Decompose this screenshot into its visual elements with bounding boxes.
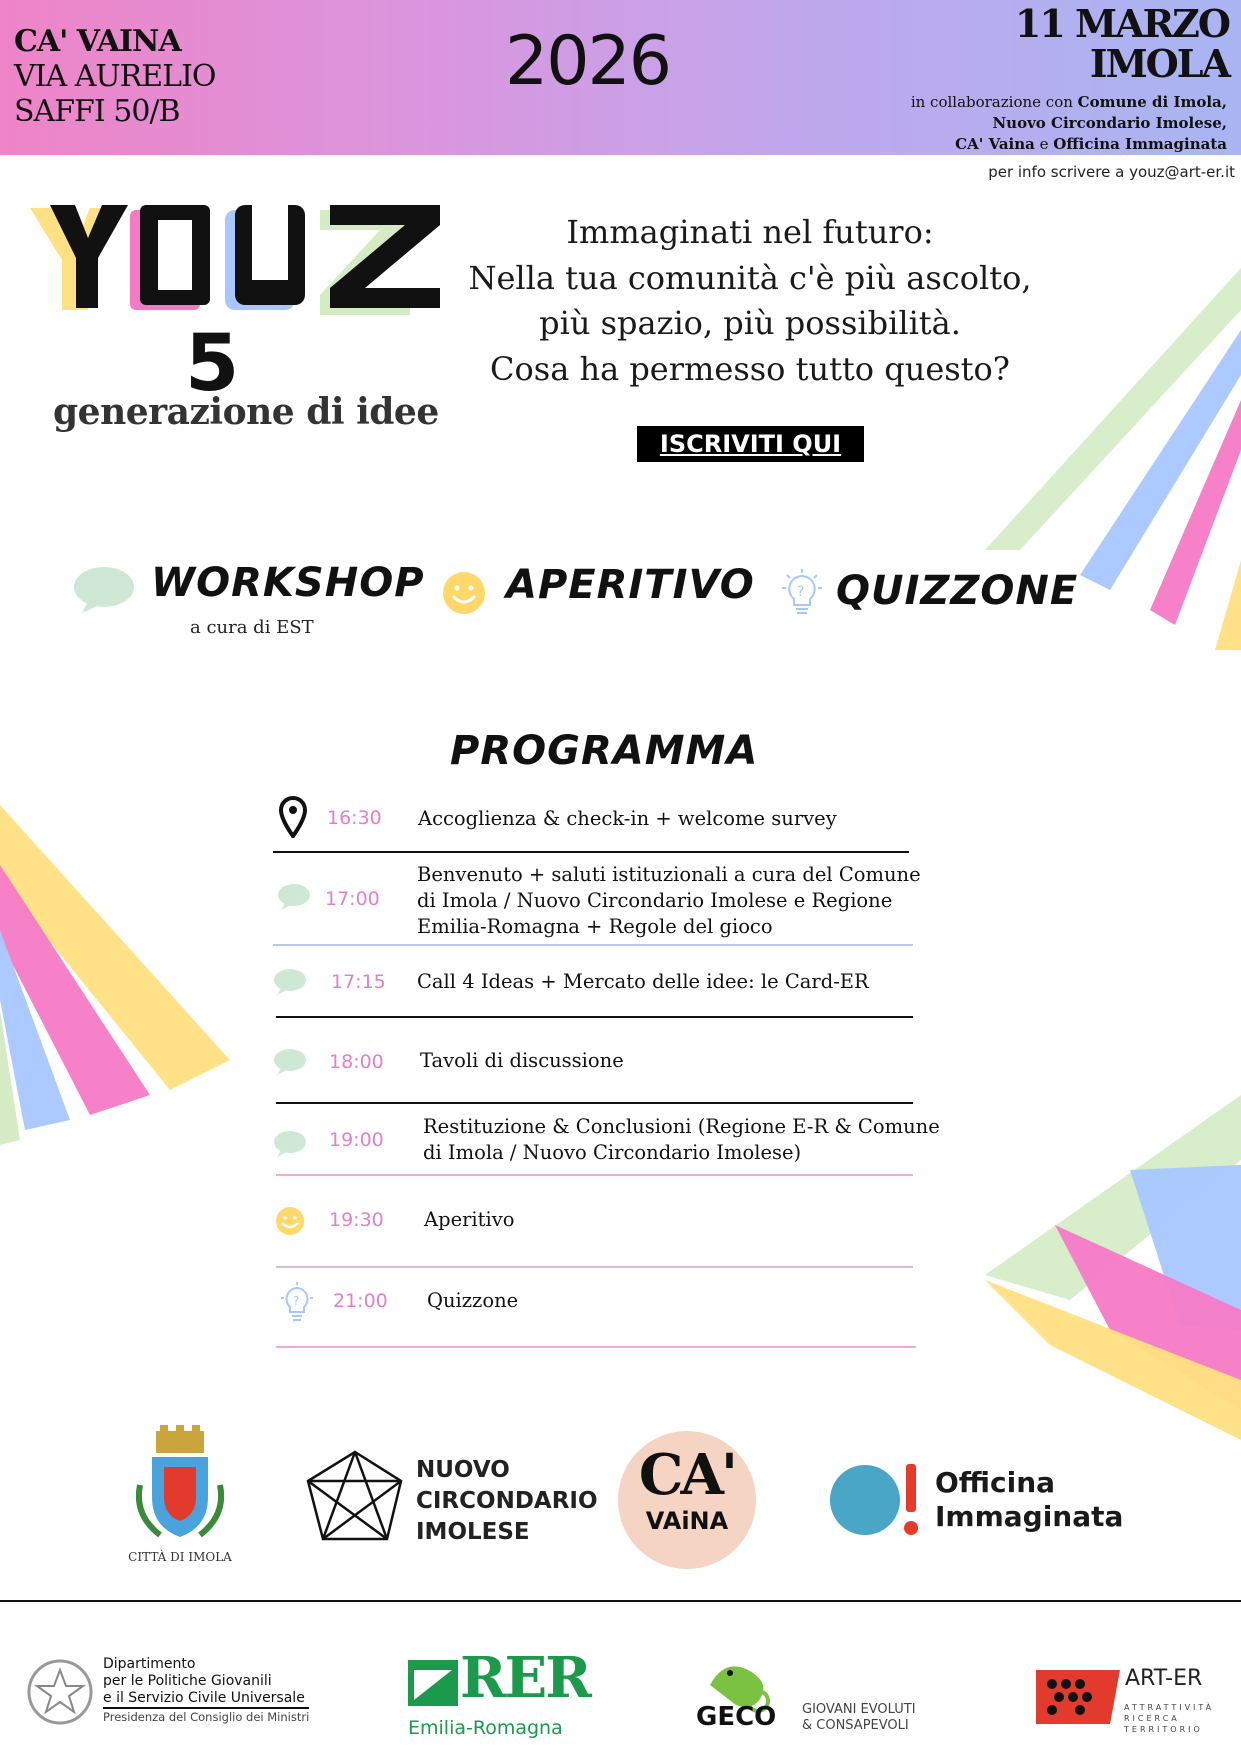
schedule-desc-2100	[427, 1288, 518, 1314]
schedule-divider	[273, 851, 909, 853]
cavaina-logo-bottom: VAiNA	[645, 1507, 729, 1535]
logo-subtitle: generazione di idee	[53, 391, 439, 433]
feature-workshop-title: WORKSHOP	[151, 560, 425, 606]
geco-caption-line: GIOVANI EVOLUTI	[802, 1702, 916, 1717]
schedule-desc-1700	[417, 862, 921, 940]
schedule-time-2100: 21:00	[333, 1290, 388, 1312]
collab-prefix: in collaborazione con	[910, 93, 1078, 111]
programma-title: PROGRAMMA	[450, 728, 759, 774]
svg-text:?: ?	[293, 1294, 300, 1308]
circondario-line: IMOLESE	[416, 1519, 530, 1545]
dipartimento-logo-text	[103, 1656, 309, 1726]
schedule-desc-line: Quizzone	[427, 1289, 519, 1312]
venue-street: VIA AURELIO	[14, 59, 216, 94]
cavaina-logo-top: CA'	[638, 1442, 736, 1508]
schedule-divider	[276, 1102, 913, 1104]
schedule-desc-line: di Imola / Nuovo Circondario Imolese e Regione	[417, 889, 893, 912]
smiley-icon	[441, 570, 487, 616]
info-contact[interactable]: per info scrivere a youz@art-er.it	[988, 163, 1235, 181]
rer-logo-wordmark: RER	[460, 1645, 590, 1711]
imola-logo-caption: CITTÀ DI IMOLA	[128, 1550, 232, 1564]
dipartimento-line: e il Servizio Civile Universale	[103, 1690, 309, 1709]
schedule-time-1800: 18:00	[329, 1051, 384, 1073]
lightbulb-icon	[277, 1282, 317, 1326]
collab-partner-cavaina: CA' Vaina	[955, 135, 1035, 153]
geco-logo-caption	[802, 1702, 916, 1734]
event-year: 2026	[505, 22, 671, 101]
schedule-desc-1800	[420, 1048, 624, 1074]
speech-bubble-icon	[72, 565, 136, 615]
schedule-divider	[276, 1266, 913, 1268]
youz-logo	[30, 200, 450, 400]
schedule-desc-line: Call 4 Ideas + Mercato delle idee: le Card-ER	[417, 970, 869, 993]
arter-logo-wordmark: ART-ER	[1125, 1666, 1203, 1691]
geco-logo-wordmark: GECO	[696, 1702, 777, 1732]
rer-logo-caption: Emilia-Romagna	[408, 1717, 563, 1739]
schedule-time-1930: 19:30	[329, 1209, 384, 1231]
arter-pixel-icon	[1036, 1666, 1120, 1728]
schedule-desc-line: Restituzione & Conclusioni (Regione E-R & Comune	[423, 1115, 940, 1138]
youz-edition: 5	[185, 319, 240, 400]
speech-bubble-icon	[276, 883, 312, 911]
schedule-desc-line: Benvenuto + saluti istituzionali a cura del Comune	[417, 863, 921, 886]
svg-text:?: ?	[797, 584, 805, 600]
dipartimento-line: Dipartimento	[103, 1656, 196, 1672]
officina-logo-text	[935, 1466, 1123, 1534]
speech-bubble-icon	[272, 1048, 308, 1076]
schedule-time-1715: 17:15	[331, 971, 386, 993]
headline	[455, 210, 1045, 392]
header-band	[0, 0, 1241, 155]
schedule-desc-1715	[417, 969, 869, 995]
officina-line: Immaginata	[935, 1500, 1124, 1533]
venue-name: CA' VAINA	[14, 24, 181, 59]
headline-line-2: Nella tua comunità c'è più ascolto,	[468, 258, 1032, 297]
speech-bubble-icon	[272, 1130, 308, 1158]
italian-emblem-icon	[25, 1656, 95, 1728]
schedule-desc-line: Aperitivo	[424, 1208, 515, 1231]
headline-line-1: Immaginati nel futuro:	[566, 213, 934, 251]
schedule-desc-1930	[424, 1207, 515, 1233]
schedule-desc-line: Tavoli di discussione	[420, 1049, 624, 1072]
location-pin-icon	[278, 796, 308, 838]
feature-workshop-subtitle: a cura di EST	[190, 617, 314, 638]
schedule-divider	[276, 1346, 916, 1348]
event-date	[1014, 1, 1229, 86]
schedule-desc-1630	[418, 806, 837, 832]
register-button[interactable]: ISCRIVITI QUI	[637, 426, 864, 462]
circondario-line: CIRCONDARIO	[416, 1488, 598, 1514]
arter-logo-caption	[1124, 1702, 1214, 1735]
imola-coat-of-arms-logo	[120, 1425, 240, 1565]
schedule-divider	[276, 1174, 913, 1176]
geco-caption-line: & CONSAPEVOLI	[802, 1718, 909, 1733]
collab-partner-circondario: Nuovo Circondario Imolese,	[992, 114, 1227, 132]
feature-aperitivo-title: APERITIVO	[506, 562, 755, 608]
headline-line-4: Cosa ha permesso tutto questo?	[490, 349, 1010, 388]
schedule-time-1900: 19:00	[329, 1129, 384, 1151]
collab-and: e	[1034, 135, 1054, 153]
collaboration-note	[911, 92, 1227, 155]
schedule-divider	[276, 1016, 913, 1018]
arter-caption-line: RICERCA	[1124, 1714, 1180, 1723]
officina-immaginata-mark-icon	[829, 1462, 919, 1538]
venue-address	[14, 24, 216, 129]
schedule-divider	[273, 944, 913, 946]
circondario-line: NUOVO	[416, 1457, 510, 1483]
collab-partner-comune: Comune di Imola,	[1077, 93, 1227, 111]
lightbulb-icon	[777, 568, 827, 620]
event-day: 11 MARZO	[1014, 1, 1229, 46]
feature-quizzone-title: QUIZZONE	[836, 568, 1079, 614]
collab-partner-officina: Officina Immaginata	[1053, 135, 1227, 153]
schedule-desc-1900	[423, 1114, 940, 1166]
rer-flag-icon	[408, 1660, 458, 1706]
smiley-icon	[274, 1205, 306, 1237]
polyhedron-icon	[303, 1449, 407, 1545]
footer-divider	[0, 1600, 1241, 1602]
schedule-desc-line: di Imola / Nuovo Circondario Imolese)	[423, 1141, 802, 1164]
officina-line: Officina	[935, 1466, 1056, 1499]
schedule-time-1700: 17:00	[325, 888, 380, 910]
headline-line-3: più spazio, più possibilità.	[539, 304, 961, 342]
arter-caption-line: TERRITORIO	[1124, 1725, 1203, 1734]
dipartimento-line: Presidenza del Consiglio dei Ministri	[103, 1710, 310, 1724]
cavaina-logo	[618, 1431, 756, 1569]
venue-number: SAFFI 50/B	[14, 94, 180, 129]
schedule-desc-line: Accoglienza & check-in + welcome survey	[418, 807, 837, 830]
circondario-logo-text	[416, 1455, 598, 1548]
schedule-desc-line: Emilia-Romagna + Regole del gioco	[417, 915, 773, 938]
dipartimento-line: per le Politiche Giovanili	[103, 1673, 272, 1689]
schedule-time-1630: 16:30	[327, 807, 382, 829]
speech-bubble-icon	[272, 968, 308, 996]
event-city: IMOLA	[1089, 41, 1229, 86]
arter-caption-line: ATTRATTIVITÀ	[1124, 1703, 1215, 1712]
